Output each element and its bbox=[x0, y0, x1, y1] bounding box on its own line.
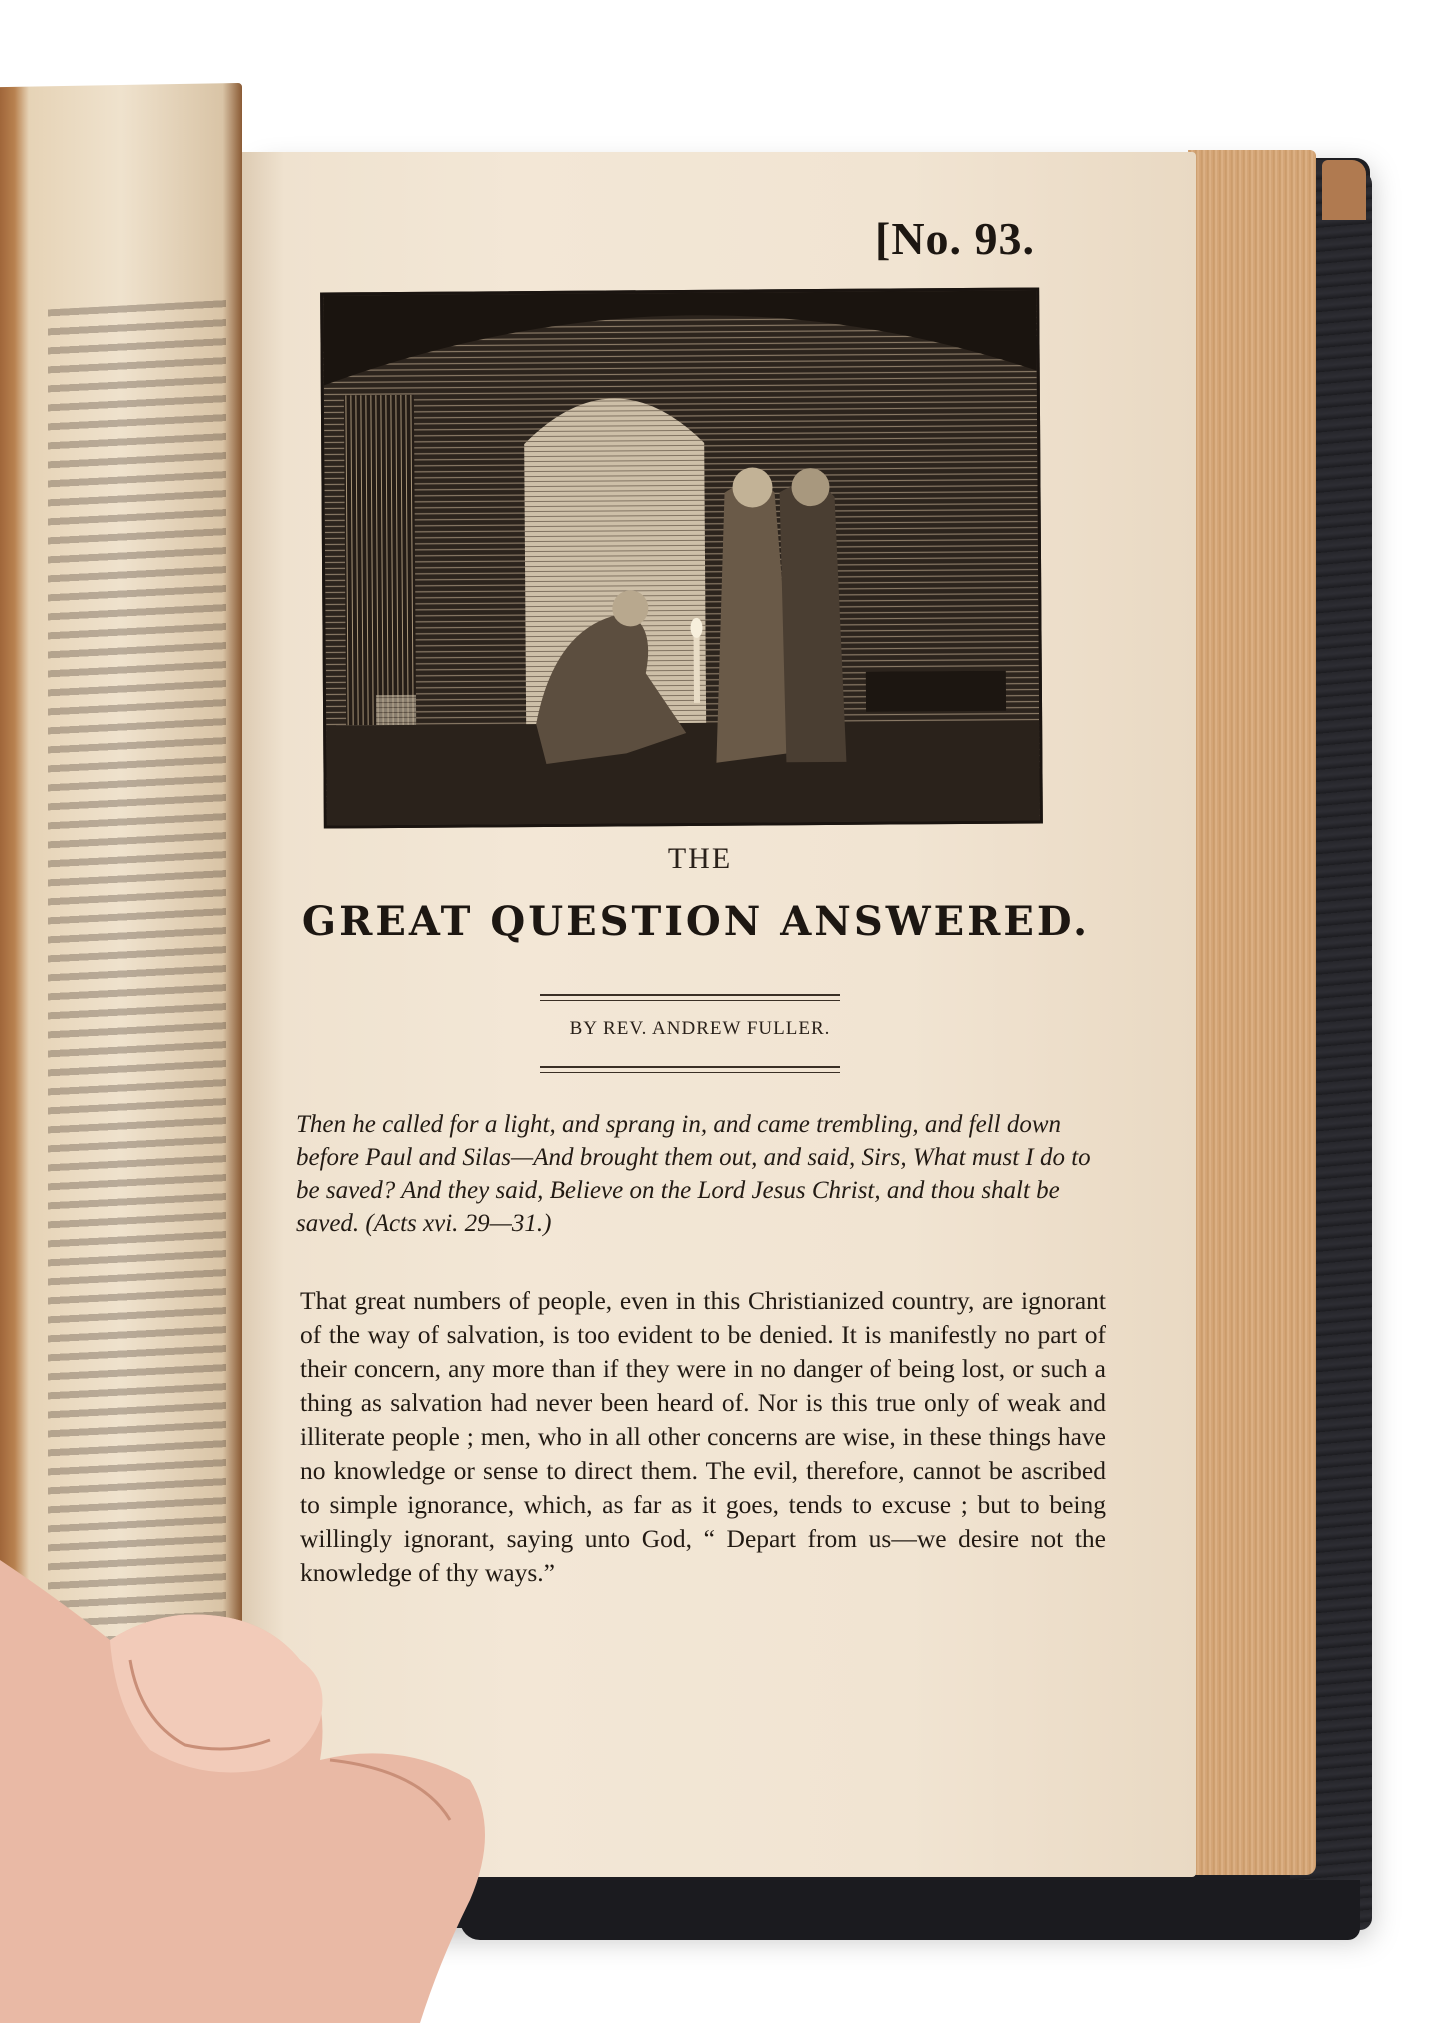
author-line: BY REV. ANDREW FULLER. bbox=[569, 1018, 831, 1039]
body-paragraph-text: That great numbers of people, even in this Christianized country, are ignorant of the way of salvation, is too evident to be denied. It is manifestly no part of their concern, any more than if they were in no danger of being lost, or such a thing as salvation had never been heard of. Nor is this true only of weak and illiterate people ; men, who in all other concerns are wise, in these things have no knowledge or sense to direct them. The evil, therefore, cannot be ascribed to simple ignorance, which, as far as it goes, tends to excuse ; but to being willingly ignorant, saying unto God, “ Depart from us—we desire not the knowledge of thy ways.” bbox=[300, 1286, 1106, 1587]
issue-number: [No. 93. bbox=[875, 213, 1036, 264]
title-article: THE bbox=[667, 842, 733, 875]
page-title: GREAT QUESTION ANSWERED. bbox=[301, 898, 1091, 945]
epigraph-text: Then he called for a light, and sprang in, and came trembling, and fell down before Paul and Silas—And brought them out, and said, Sirs, What must I do to be saved? And they said, Believe on the Lord Jesus Christ, and thou shalt be saved. (Acts xvi. 29—31.) bbox=[296, 1111, 1091, 1237]
